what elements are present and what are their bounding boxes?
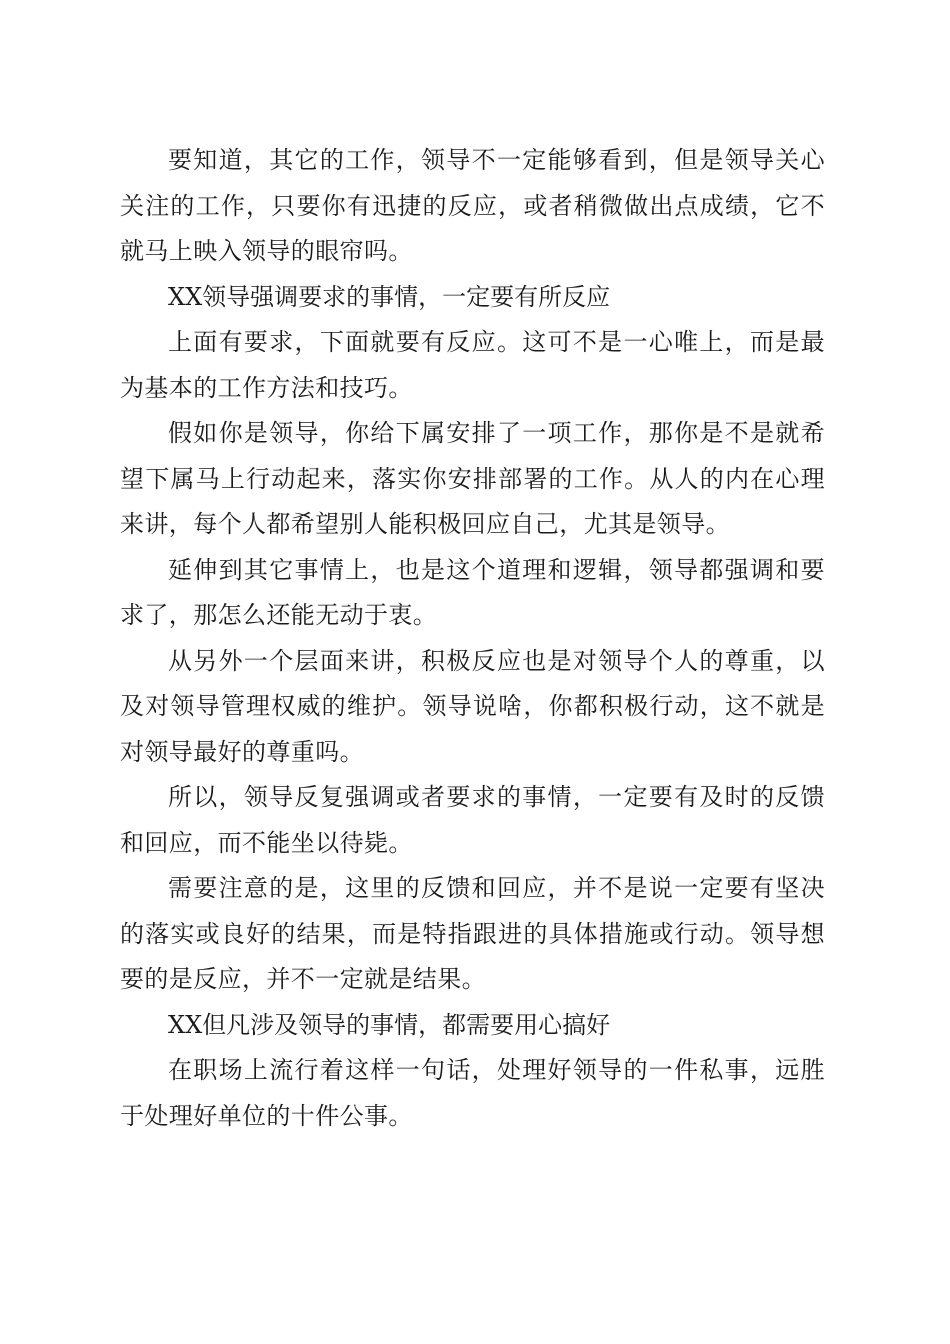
body-paragraph: 所以，领导反复强调或者要求的事情，一定要有及时的反馈和回应，而不能坐以待毙。 — [120, 783, 825, 857]
body-paragraph: 从另外一个层面来讲，积极反应也是对领导个人的尊重，以及对领导管理权威的维护。领导说啥，你都积极行动，这不就是对领导最好的尊重吗。 — [120, 646, 825, 766]
document-page — [120, 138, 825, 1139]
body-paragraph: 需要注意的是，这里的反馈和回应，并不是说一定要有坚决的落实或良好的结果，而是特指跟进的具体措施或行动。领导想要的是反应，并不一定就是结果。 — [120, 874, 825, 993]
section-heading: XX领导强调要求的事情，一定要有所反应 — [168, 282, 611, 311]
section-heading: XX但凡涉及领导的事情，都需要用心搞好 — [168, 1010, 611, 1039]
body-paragraph: 在职场上流行着这样一句话，处理好领导的一件私事，远胜于处理好单位的十件公事。 — [120, 1056, 825, 1130]
body-paragraph: 上面有要求，下面就要有反应。这可不是一心唯上，而是最为基本的工作方法和技巧。 — [120, 328, 825, 402]
body-paragraph: 假如你是领导，你给下属安排了一项工作，那你是不是就希望下属马上行动起来，落实你安排部署的工作。从人的内在心理来讲，每个人都希望别人能积极回应自己，尤其是领导。 — [120, 419, 825, 538]
body-paragraph: 延伸到其它事情上，也是这个道理和逻辑，领导都强调和要求了，那怎么还能无动于衷。 — [120, 555, 825, 629]
body-paragraph: 要知道，其它的工作，领导不一定能够看到，但是领导关心关注的工作，只要你有迅捷的反应，或者稍微做出点成绩，它不就马上映入领导的眼帘吗。 — [120, 146, 825, 265]
